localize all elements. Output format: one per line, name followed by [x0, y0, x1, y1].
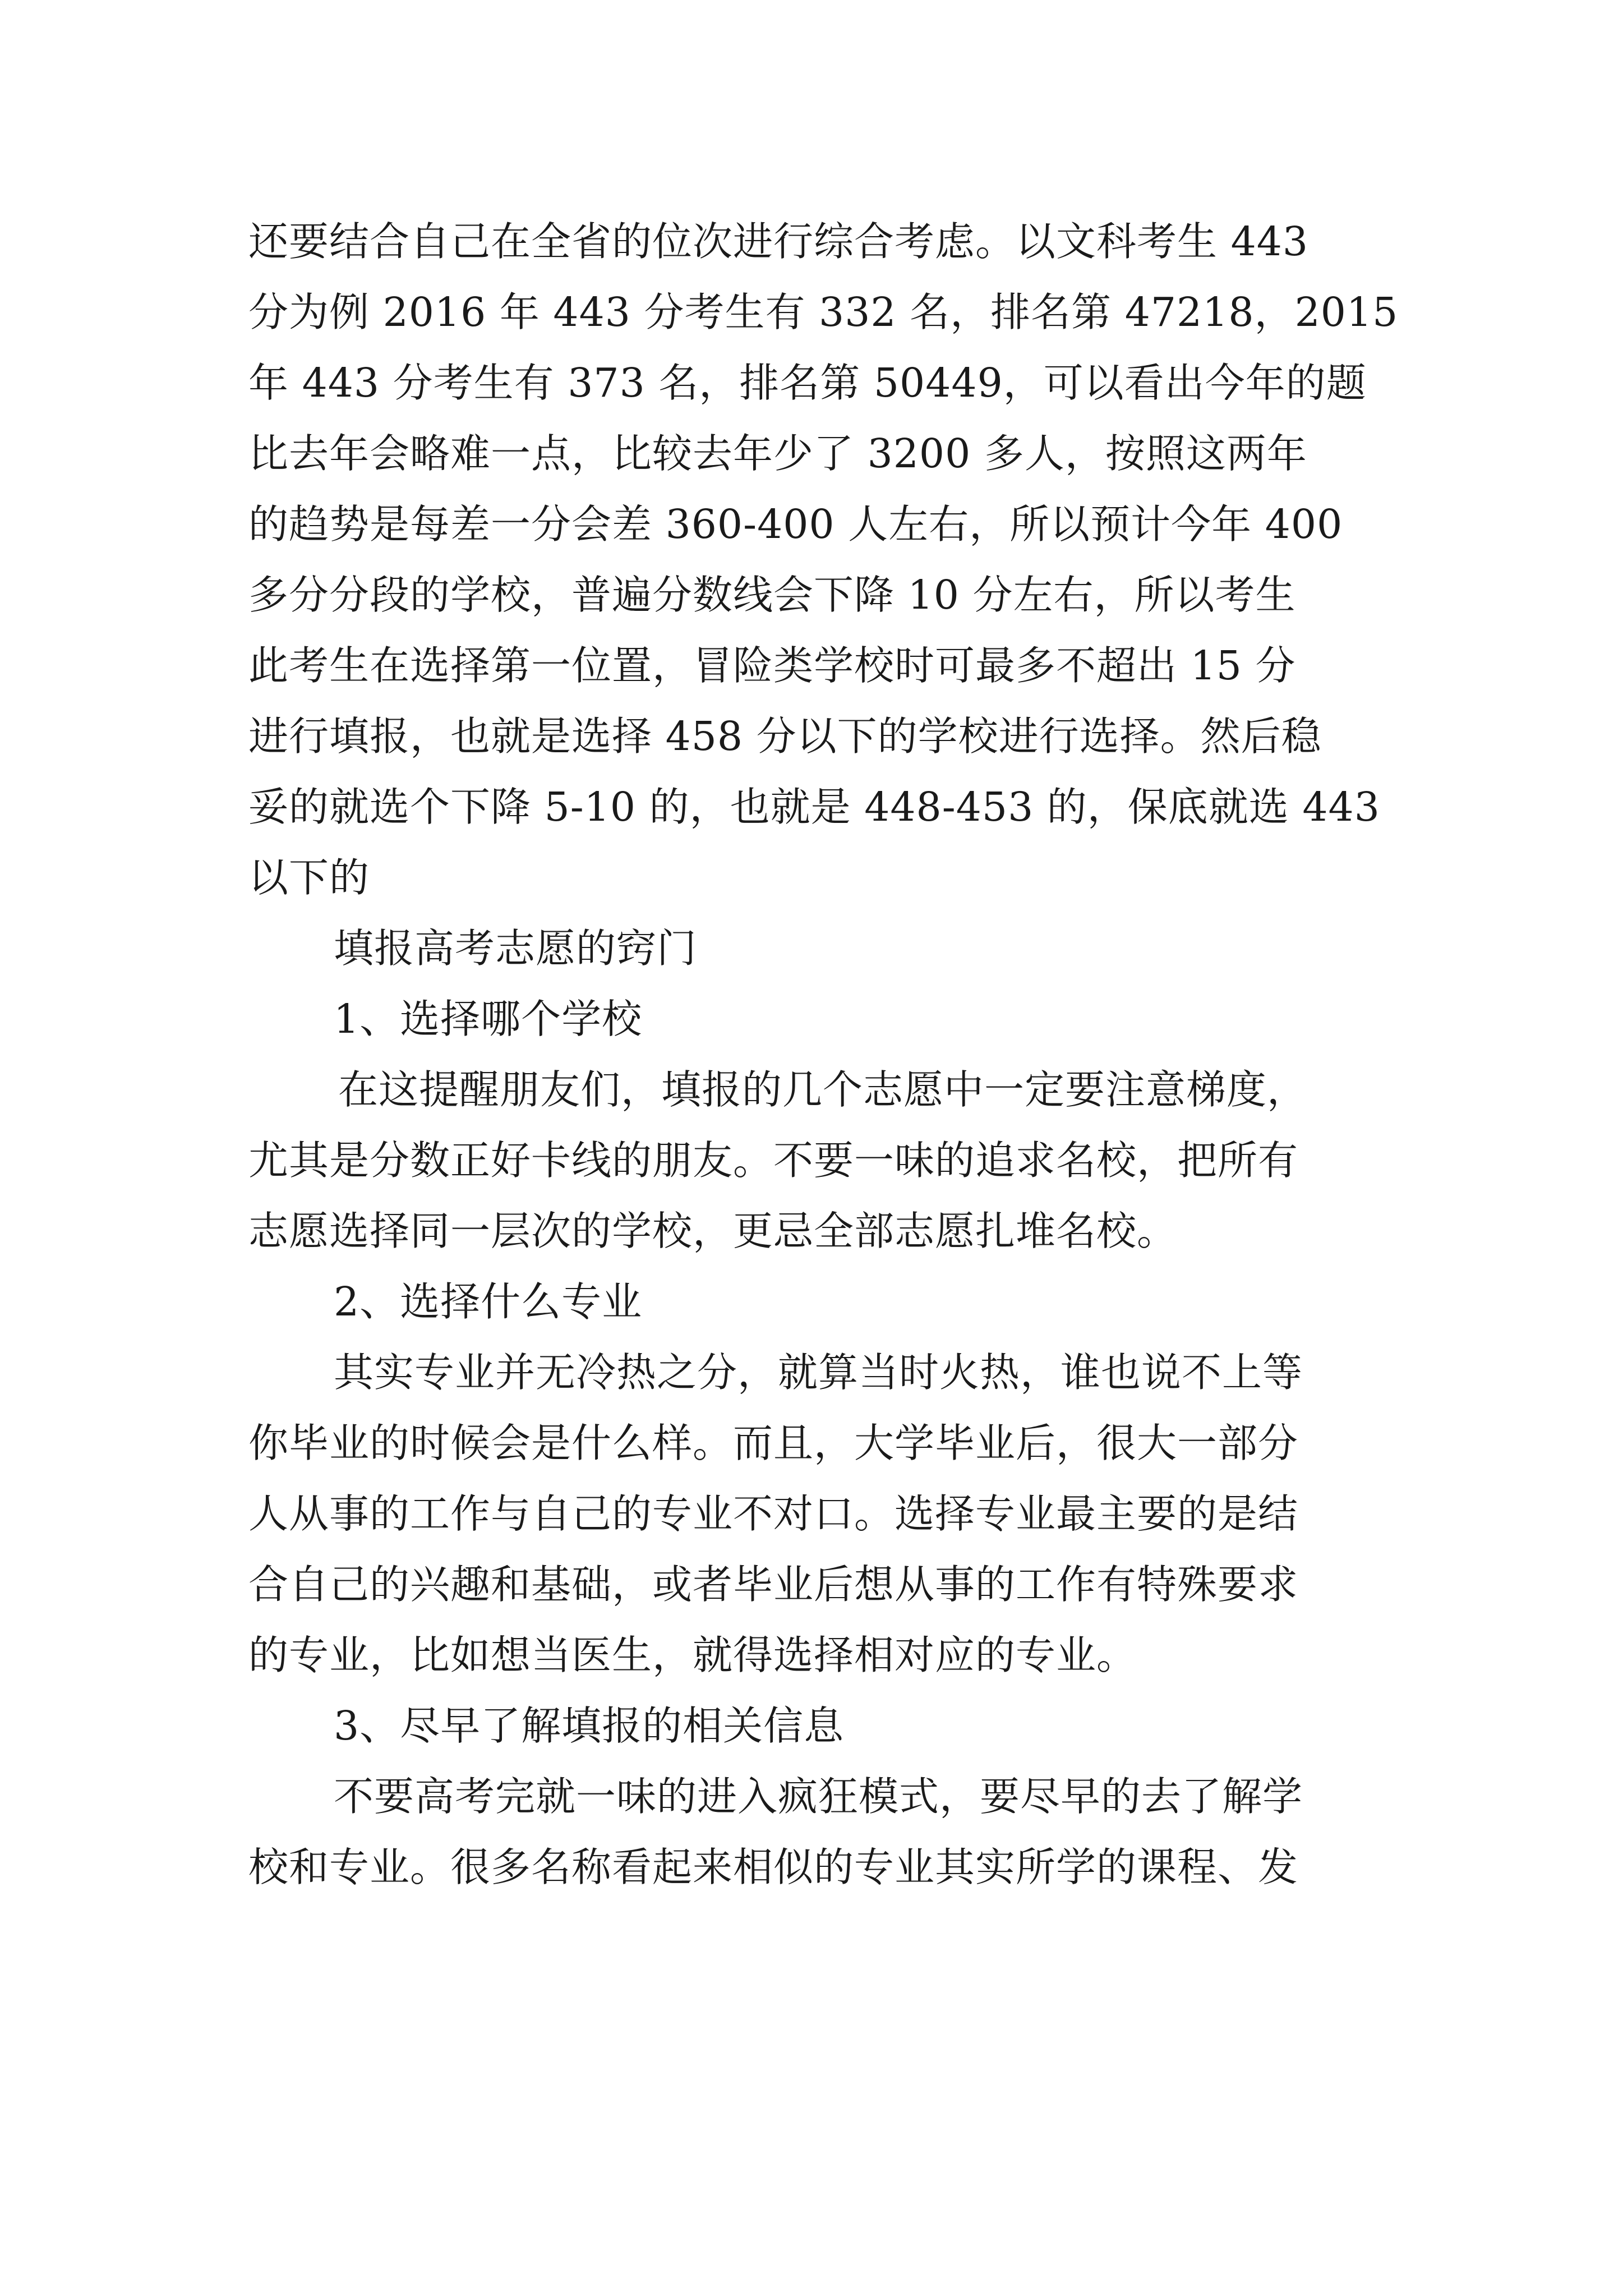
- item1-line-2: 尤其是分数正好卡线的朋友。不要一味的追求名校，把所有: [248, 1137, 1299, 1184]
- intro-line-3: 年 443 分考生有 373 名，排名第 50449，可以看出今年的题: [248, 360, 1367, 406]
- item1-line-3: 志愿选择同一层次的学校，更忌全部志愿扎堆名校。: [248, 1208, 1178, 1254]
- item3-line-1: 不要高考完就一味的进入疯狂模式，要尽早的去了解学: [334, 1773, 1303, 1820]
- intro-line-4: 比去年会略难一点，比较去年少了 3200 多人，按照这两年: [248, 430, 1307, 477]
- item2-line-1: 其实专业并无冷热之分，就算当时火热，谁也说不上等: [334, 1349, 1303, 1396]
- document-body: [248, 206, 1399, 1903]
- intro-line-9: 妥的就选个下降 5-10 的，也就是 448-453 的，保底就选 443: [248, 784, 1380, 830]
- intro-line-10: 以下的: [248, 854, 370, 901]
- item2-line-4: 合自己的兴趣和基础，或者毕业后想从事的工作有特殊要求: [248, 1561, 1299, 1608]
- item1-title: 1、选择哪个学校: [334, 996, 643, 1042]
- item2-line-2: 你毕业的时候会是什么样。而且，大学毕业后，很大一部分: [248, 1420, 1299, 1466]
- item2-line-5: 的专业，比如想当医生，就得选择相对应的专业。: [248, 1632, 1137, 1678]
- item2-title: 2、选择什么专业: [334, 1278, 643, 1325]
- intro-line-7: 此考生在选择第一位置，冒险类学校时可最多不超出 15 分: [248, 642, 1296, 689]
- item3-line-2: 校和专业。很多名称看起来相似的专业其实所学的课程、发: [248, 1844, 1299, 1890]
- intro-line-1: 还要结合自己在全省的位次进行综合考虑。以文科考生 443: [248, 218, 1309, 265]
- item3-title: 3、尽早了解填报的相关信息: [334, 1703, 845, 1749]
- intro-line-8: 进行填报，也就是选择 458 分以下的学校进行选择。然后稳: [248, 713, 1322, 760]
- intro-line-6: 多分分段的学校，普遍分数线会下降 10 分左右，所以考生: [248, 572, 1296, 618]
- item2-line-3: 人从事的工作与自己的专业不对口。选择专业最主要的是结: [248, 1490, 1299, 1537]
- item1-line-1: 在这提醒朋友们，填报的几个志愿中一定要注意梯度，: [338, 1066, 1308, 1113]
- intro-line-2: 分为例 2016 年 443 分考生有 332 名，排名第 47218，2015: [248, 289, 1399, 335]
- section-title: 填报高考志愿的窍门: [334, 925, 698, 972]
- intro-line-5: 的趋势是每差一分会差 360-400 人左右，所以预计今年 400: [248, 501, 1343, 547]
